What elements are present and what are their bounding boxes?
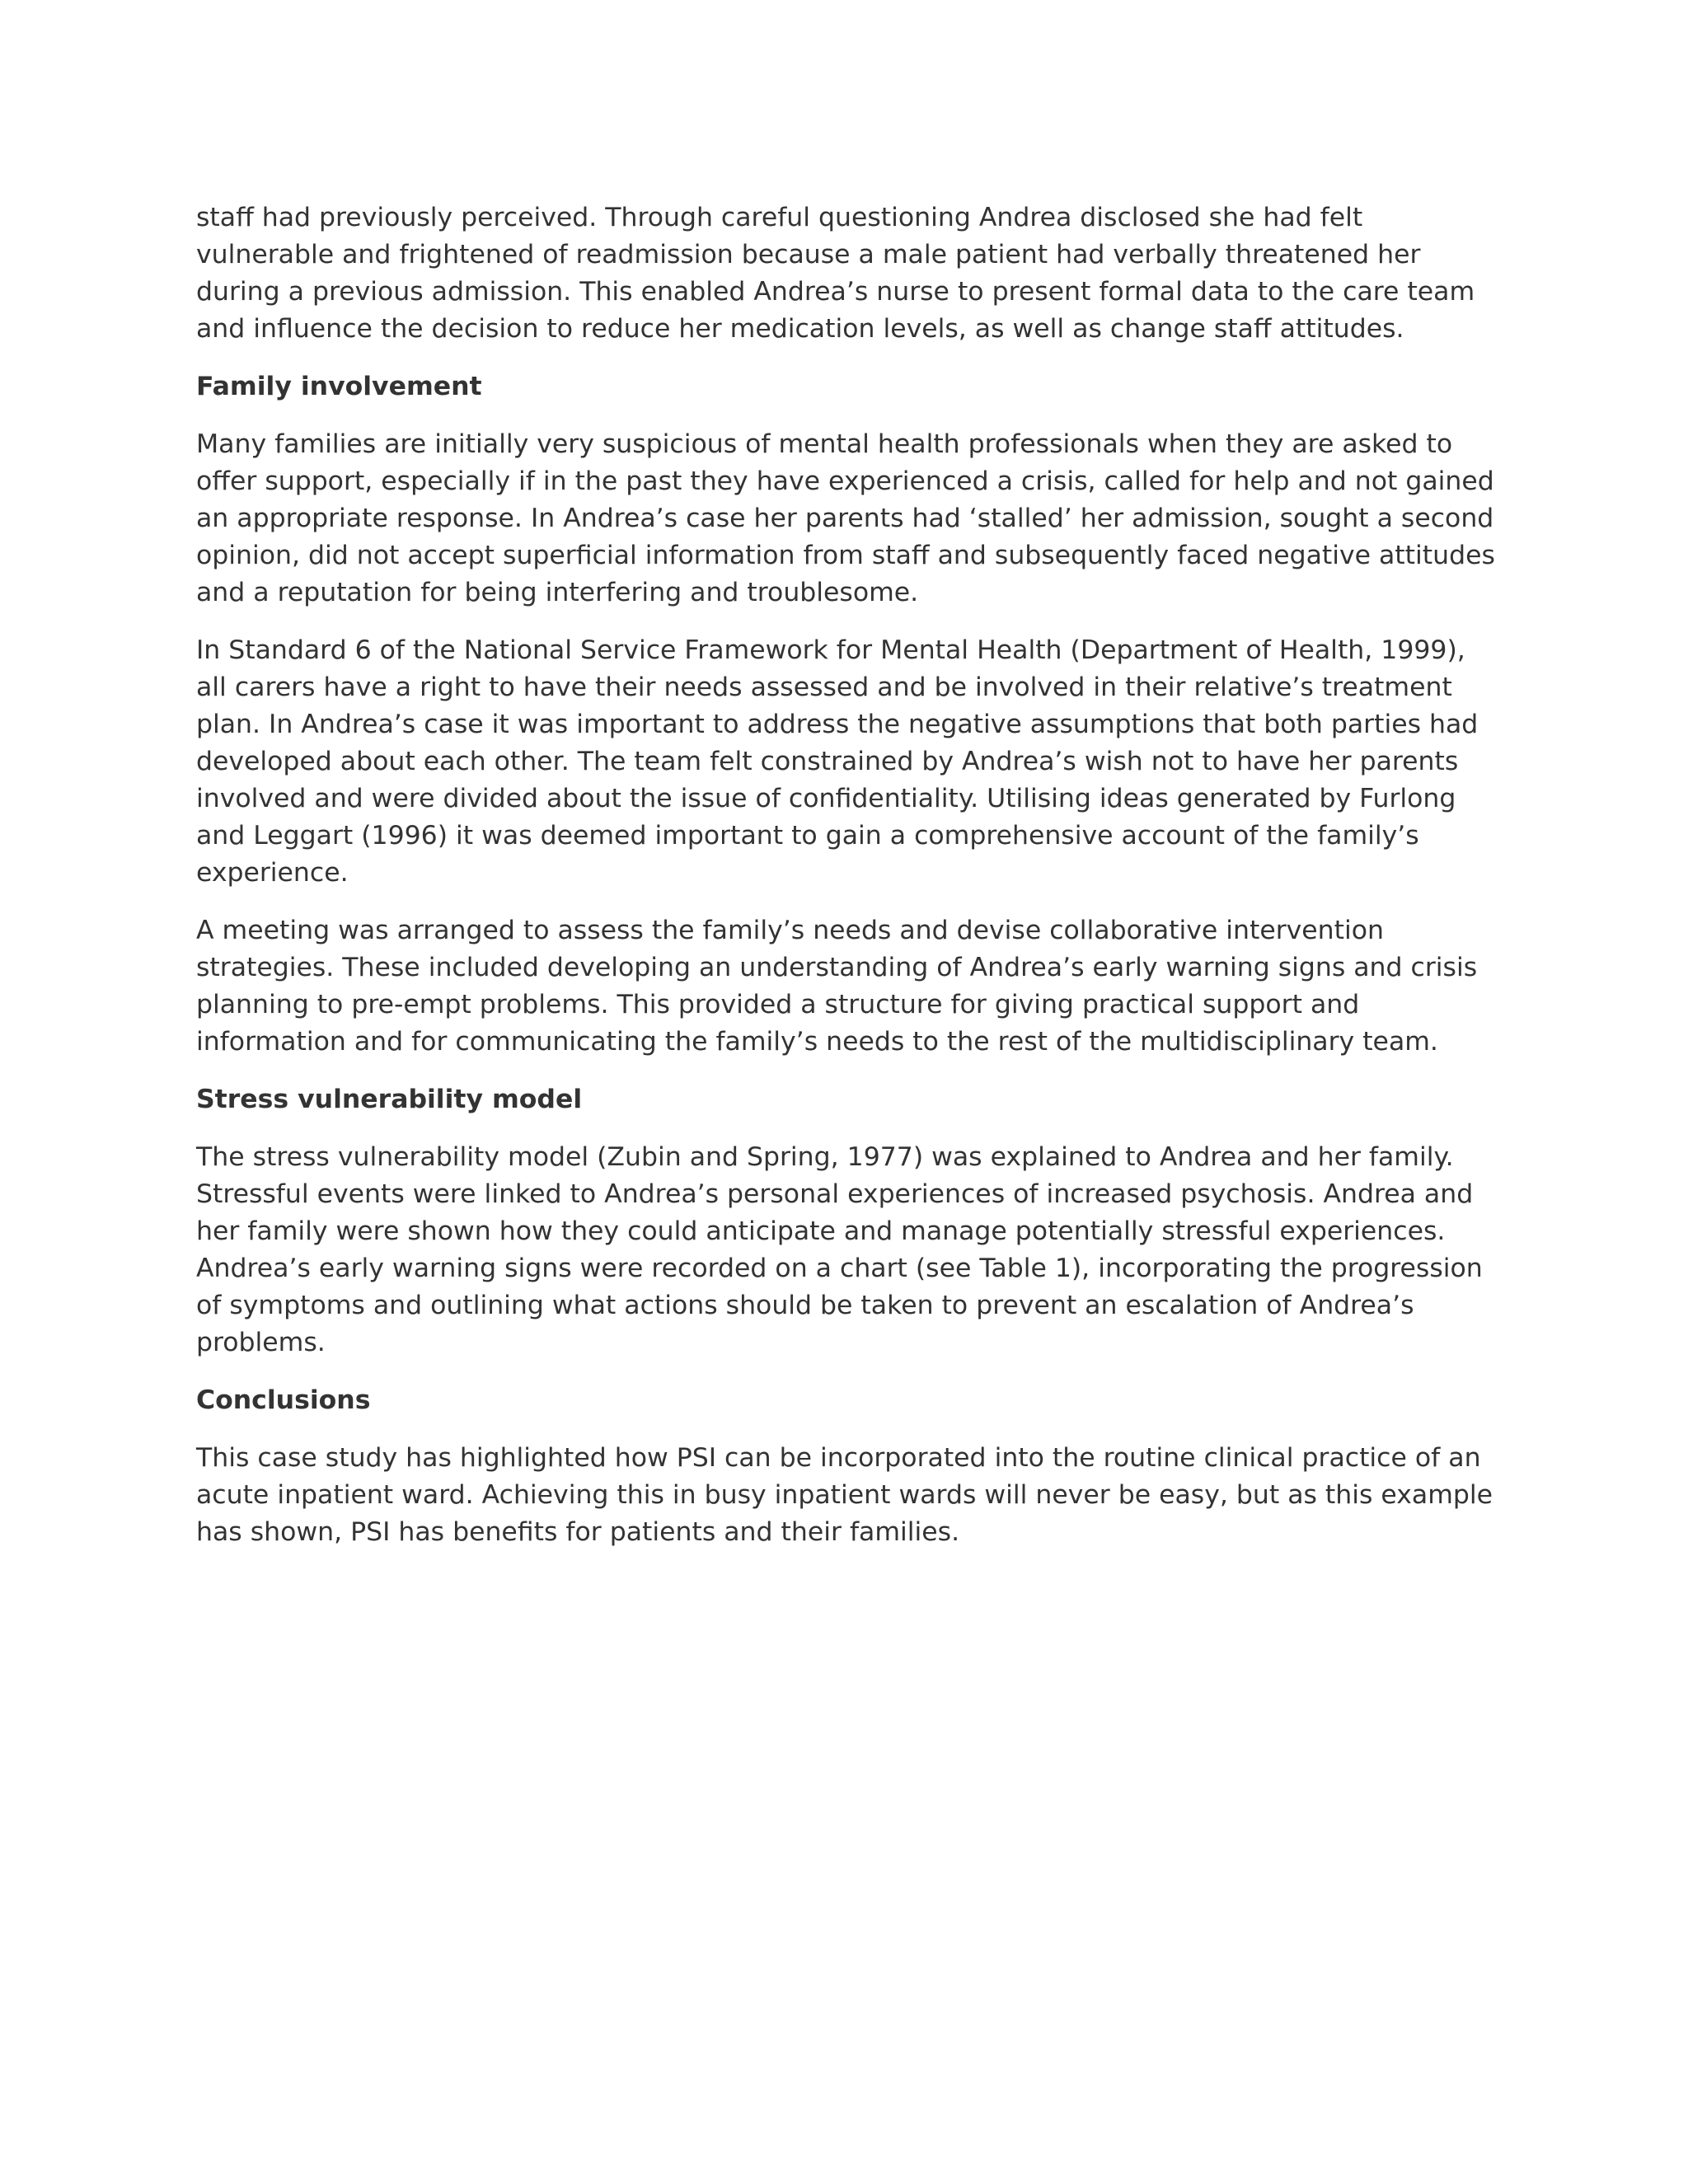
heading-family-involvement: Family involvement [196,372,482,401]
paragraph-staff-perceived: staff had previously perceived. Through careful questioning Andrea disclosed she had felt vulnerable and frightened of readmission because a male patient had verbally threatened her during a previous admission. This enabled Andrea’s nurse to present formal data to the care team and influence the decision to reduce her medication levels, as well as change staff attitudes. [196,203,1475,344]
paragraph-stress-vulnerability: The stress vulnerability model (Zubin and Spring, 1977) was explained to Andrea and her family. Stressful events were linked to Andrea’s personal experiences of increased psychosis. Andrea and her family were shown how they could anticipate and manage potentially stressful experiences. Andrea’s early warning signs were recorded on a chart (see Table 1), incorporating the progression of symptoms and outlining what actions should be taken to prevent an escalation of Andrea’s problems. [196,1142,1483,1357]
paragraph-families-suspicious: Many families are initially very suspicious of mental health professionals when they are asked to offer support, especially if in the past they have experienced a crisis, called for help and not gained an appropriate response. In Andrea’s case her parents had ‘stalled’ her admission, sought a second opinion, did not accept superficial information from staff and subsequently faced negative attitudes and a reputation for being interfering and troublesome. [196,429,1495,607]
heading-stress-vulnerability-model: Stress vulnerability model [196,1085,583,1114]
heading-conclusions: Conclusions [196,1385,371,1415]
paragraph-conclusions: This case study has highlighted how PSI can be incorporated into the routine clinical practice of an acute inpatient ward. Achieving this in busy inpatient wards will never be easy, but as this example has shown, PSI has benefits for patients and their families. [196,1443,1493,1547]
document-page [196,199,1498,1572]
paragraph-meeting-arranged: A meeting was arranged to assess the family’s needs and devise collaborative intervention strategies. These included developing an understanding of Andrea’s early warning signs and crisis planning to pre-empt problems. This provided a structure for giving practical support and information and for communicating the family’s needs to the rest of the multidisciplinary team. [196,916,1478,1057]
paragraph-standard-6: In Standard 6 of the National Service Framework for Mental Health (Department of Health, 1999), all carers have a right to have their needs assessed and be involved in their relative’s treatment plan. In Andrea’s case it was important to address the negative assumptions that both parties had developed about each other. The team felt constrained by Andrea’s wish not to have her parents involved and were divided about the issue of confidentiality. Utilising ideas generated by Furlong and Leggart (1996) it was deemed important to gain a comprehensive account of the family’s experience. [196,635,1479,888]
